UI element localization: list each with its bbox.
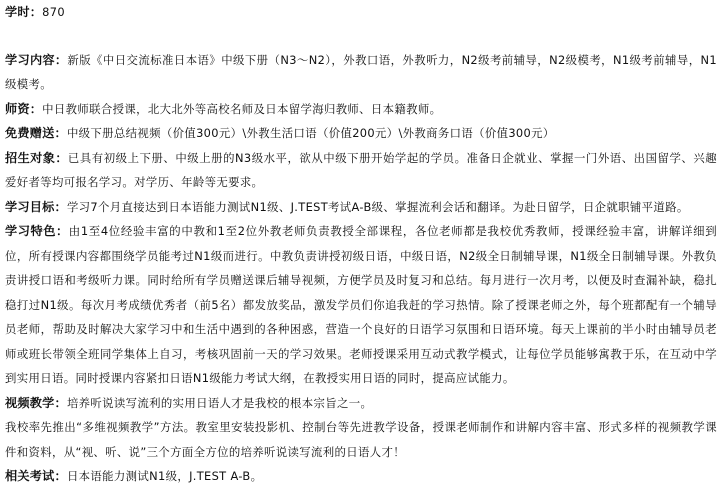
content-label: 学习内容：: [5, 52, 68, 67]
hours-value: 870: [42, 5, 65, 19]
video-detail-text: 我校率先推出“多维视频教学”方法。教室里安装投影机、控制台等先进教学设备，授课老师制作和讲解内容丰富、形式多样的视频教学课件和资料，从“视、听、说”三个方面全方位的培养听说读写流利的日语人才！: [5, 420, 717, 459]
exams-row: [5, 464, 717, 489]
course-description: [5, 0, 717, 489]
content-row: [5, 48, 717, 97]
gifts-text: 中级下册总结视频（价值300元）\外教生活口语（价值200元）\外教商务口语（价值300元）: [66, 126, 555, 140]
features-text: 由1至4位经验丰富的中教和1至2位外教老师负责教授全部课程，各位老师都是我校优秀教师，授课经验丰富，讲解详细到位，所有授课内容都围绕学员能考过N1级而进行。中教负责讲授初级日语，中级日语，N2级全日制辅导课，N1级全日制辅导课。外教负责讲授口语和考级听力课。同时给所有学员赠送课后辅导视频，方便学员及时复习和总结。每月进行一次月考，以便及时查漏补缺，稳扎稳打过N1级。每次月考成绩优秀者（前5名）都发放奖品，激发学员们你追我赶的学习热情。除了授课老师之外，每个班都配有一个辅导员老师，帮助及时解决大家学习中和生活中遇到的各种困惑，营造一个良好的日语学习氛围和日语环境。每天上课前的半小时由辅导员老师或班长带领全班同学集体上自习，考核巩固前一天的学习效果。老师授课采用互动式教学模式，让每位学员能够寓教于乐，在互动中学到实用日语。同时授课内容紧扣日语N1级能力考试大纲，在教授实用日语的同时，提高应试能力。: [5, 224, 718, 385]
features-row: [5, 219, 717, 391]
teachers-label: 师资：: [5, 101, 43, 116]
video-text: 培养听说读写流利的实用日语人才是我校的根本宗旨之一。: [66, 395, 373, 410]
teachers-text: 中日教师联合授课，北大北外等高校名师及日本留学海归教师、日本籍教师。: [42, 101, 442, 116]
gifts-row: [5, 121, 717, 146]
hours-row: [5, 0, 717, 25]
features-label: 学习特色：: [5, 224, 69, 238]
goal-row: [5, 195, 717, 220]
video-detail-row: [5, 415, 717, 464]
exams-label: 相关考试：: [5, 469, 67, 483]
video-label: 视频教学：: [5, 395, 67, 410]
audience-row: [5, 146, 717, 195]
audience-text: 已具有初级上下册、中级上册的N3级水平，欲从中级下册开始学起的学员。准备日企就业、掌握一门外语、出国留学、兴趣爱好者等均可报名学习。对学历、年龄等无要求。: [5, 150, 717, 189]
spacer: [5, 25, 717, 48]
audience-label: 招生对象：: [5, 150, 68, 165]
content-text: 新版《中日交流标准日本语》中级下册（N3～N2），外教口语，外教听力，N2级考前辅导，N2级模考，N1级考前辅导，N1级模考。: [5, 52, 717, 91]
gifts-label: 免费赠送：: [5, 126, 67, 140]
hours-label: 学时：: [5, 5, 43, 19]
video-row: [5, 391, 717, 416]
exams-text: 日本语能力测试N1级，J.TEST A-B。: [66, 469, 263, 483]
goal-text: 学习7个月直接达到日本语能力测试N1级、J.TEST考试A-B级、掌握流利会话和翻译。为赴日留学，日企就职铺平道路。: [66, 199, 689, 214]
goal-label: 学习目标：: [5, 199, 67, 214]
teachers-row: [5, 97, 717, 122]
